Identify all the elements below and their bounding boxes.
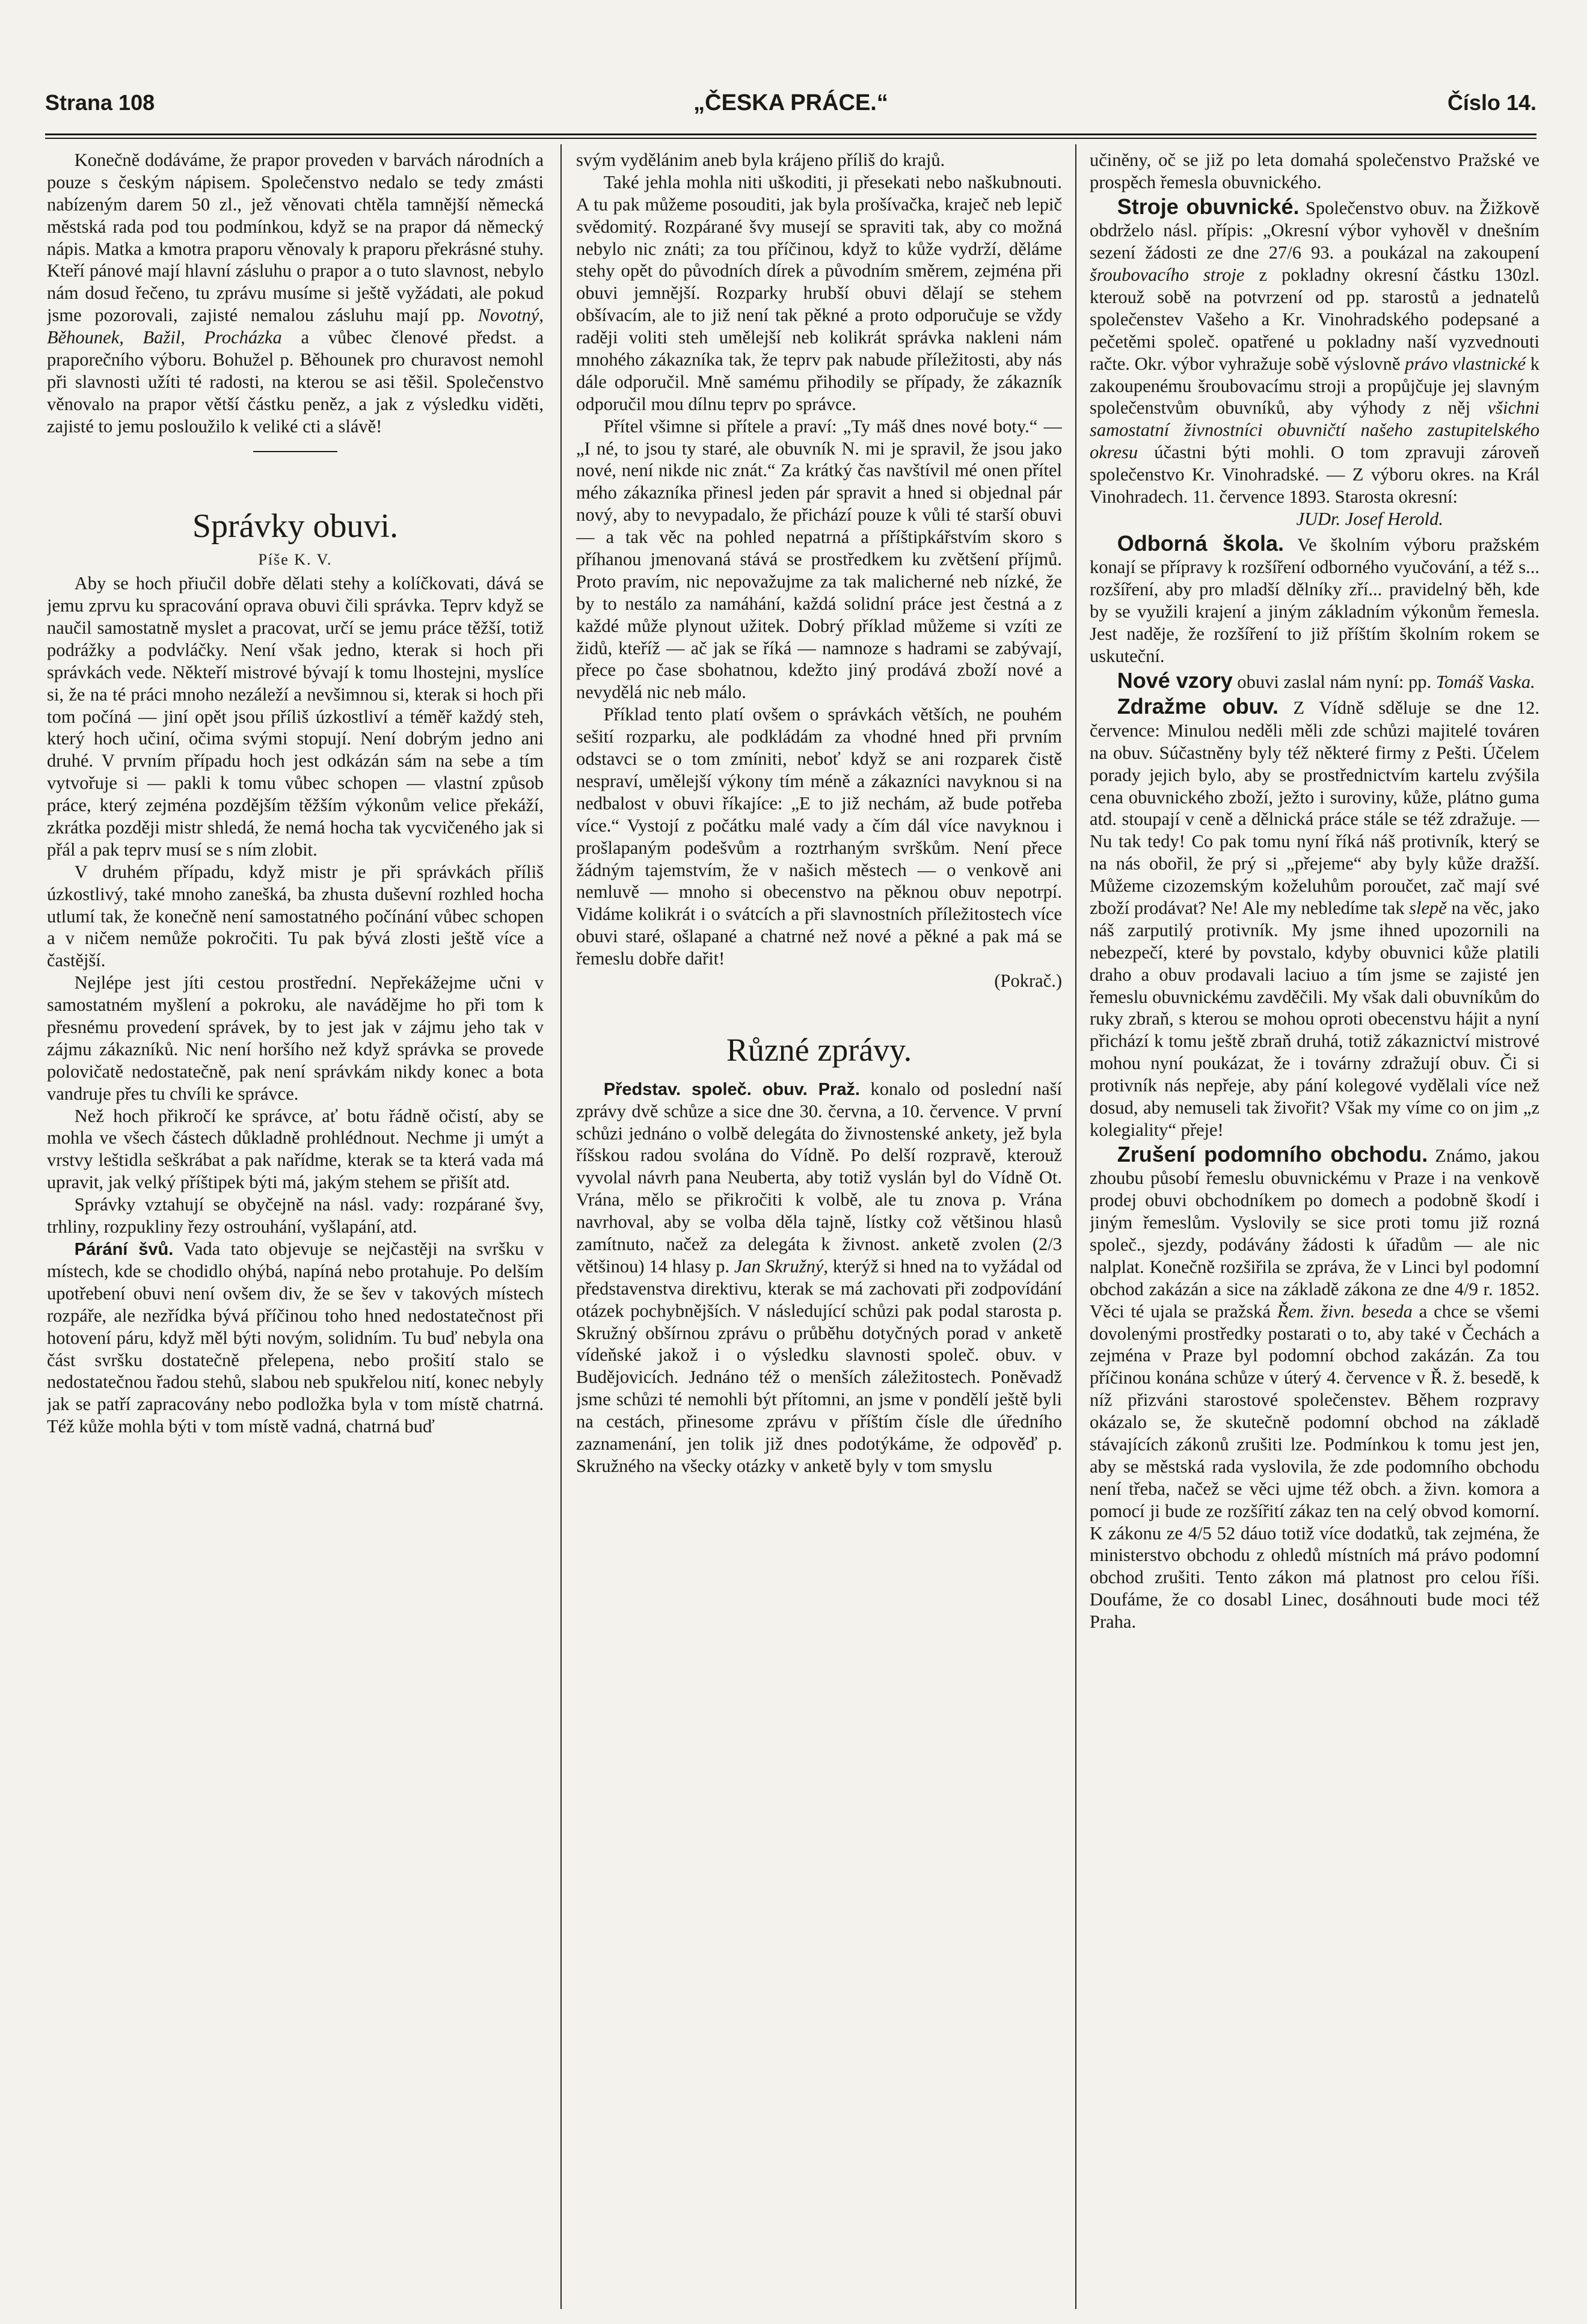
column-divider-2 xyxy=(1075,144,1076,2309)
article-author: Píše K. V. xyxy=(258,550,333,568)
article-paragraph: svým vydělánim aneb byla krájeno příliš do krajů. xyxy=(576,150,945,170)
column-3 xyxy=(1090,149,1539,2308)
article-paragraph: Nejlépe jest jíti cestou prostřední. Nepřekážejme učni v samostatném myšlení a pokroku, ale navádějme ho při tom k přesnému provedení správek, by to jest jak v zájmu jeho tak v zájmu zákazníků. Nic není horšího než když správka se provede polovičatě nedostatečně, pak není správkám nikdy konec a bota vandruje přes tu chvíli ke správce. xyxy=(47,972,544,1104)
news-item-vzory: Nové vzory obuvi zaslal nám nyní: pp. Tomáš Vaska. xyxy=(1117,667,1535,693)
article-paragraph: Párání švů. Vada tato objevuje se nejčastěji na svršku v místech, kde se chodidlo ohýbá, napíná nebo protahuje. Po delším upotřebení obuvi není ovšem div, že se šev v takových místech rozpáře, ale nezřídka bývá příčinou toho hned nedostatečnost při hotovení páru, když měl býti novým, solidním. Tu buď nebyla ona část svršku dostatečně přelepena, nebo prošití stalo se nedostatečnou řadou stehů, slabou neb spukřelou nití, konec nebyly jak se patří zapracovány nebo podložka byla v tom místě chatrná. Též kůže mohla býti v tom místě vadná, chatrná buď xyxy=(47,1238,544,1437)
news-item-zdrazme: Zdražme obuv. Z Vídně sděluje se dne 12. července: Minulou neděli měli zde schůzi majitelé továren na obuv. Súčastněny byly též některé firmy z Pešti. Účelem porady jejich bylo, aby se prostřednictvím kartelu zvýšila cena obuvnického zboží, ježto i suroviny, kůže, plátno guma atd. stoupají v ceně a dělnická práce stále se též zdražuje. — Nu tak tedy! Co pak tomu nyní říká náš protivník, který se na nás obořil, že prý si „přejeme“ aby byly kůže dražší. Můžeme cizozemským koželuhům poroučet, zač mají své zboží prodávat? Ne! Ale my nebledíme tak slepě na věc, jako náš zarputilý protivník. My jsme ihned upozornili na nebezpečí, které by povstalo, kdyby obuvnici kůže platili draho a obuv prodavali laciuo a tím jsme se zajisté jen řemeslu obuvnickému zavděčili. My však dali obuvníkům do ruky zbraň, s kterou se mohou oproti obecenstvu hájit a nyní přichází k tomu ještě zbraň druhá, totiž zákaznictví mistrové mohou nyní poukázat, že i továrny zdražují obuv. Či si protivník nás nepřeje, aby pání kolegové vydělali více než dosud, aby nemuseli tak živořit? Však my víme co on jim „z kolegiality“ přeje! xyxy=(1090,694,1539,1140)
column-divider-1 xyxy=(560,144,562,2309)
article-paragraph: Přítel všimne si přítele a praví: „Ty máš dnes nové boty.“ — „I né, to jsou ty staré, ale obuvník N. mi je spravil, že jsou jako nové, není nikde nic znát.“ Za krátký čas navštívil mé onen přítel mého zákazníka přinesl jeden pár spravit a hned si objednal pár nový, aby to nevypadalo, že přichází pouze k vůli té starší obuvi — a tak věc na pohled nepatrná a příštipkářstvím skoro s příhanou jmenovaná stává se prostředkem ku zvětšení příjmů. Proto pravím, nic nepovažujme za tak malicherné neb nízké, že by to nestálo za namáhání, každá solidní práce jest čestná a z každé může plynout užitek. Dobrý příklad můžeme si vzíti ze židů, kteříž — ač jak se říká — namnoze s hadrami se zabývají, přece po čase sbohatnou, kdežto jiný prodává zboží nové a nevydělá nic neb málo. xyxy=(576,415,1062,703)
column-1 xyxy=(47,149,544,2308)
news-item: Představ. společ. obuv. Praž. konalo od poslední naší zprávy dvě schůze a sice dne 30. června, a 10. července. V první schůzi jednáno o volbě delegáta do živnostenské ankety, jež byla říšskou radou svolána do Vídně. Po delší rozpravě, kterouž vyvolal návrh pana Neuberta, aby totiž vyslán byl do Vídně Ot. Vrána, mělo se přikročiti k volbě, ale tu znova p. Vrána navrhoval, aby se volba děla tajně, lístky což většinou hlasů zamítnuto, načež za delegáta k živnost. anketě zvolen (2/3 většinou) 14 hlasy p. Jan Skružný, kterýž si hned na to vyžádal od představenstva direktivu, kterak se má zachovati při zodpovídání otázek pochybnějších. V následující schůzi pak podal starosta p. Skružný obšírnou zprávu o průběhu dotyčných porad v anketě vídeňské jakož i o výsledku slavnosti společ. obuv. v Budějovicích. Jednáno též o menších záležitostech. Poněvadž jsme schůzi té nemohli být přítomni, an jsme v pondělí ještě byli na cestách, přinesome zprávu v příštím čísle dle úředního zaznamenání, jen tolik již dnes podotýkáme, že odpověď p. Skružného na všecky otázky v anketě byly v tom smyslu xyxy=(576,1078,1062,1476)
continuation-note: (Pokrač.) xyxy=(994,970,1062,991)
news-item-podomni: Zrušení podomního obchodu. Známo, jakou zhoubu působí řemeslu obuvnickému v Praze i na venkově prodej obuvi obchodníkem po domech a podobně škodí i jiným řemeslům. Vyslovily se sice proti tomu již rozná společ., sjezdy, podávány žádosti k úřadům — ale nic nalplat. Konečně rozšiřila se zpráva, že v Linci byl podomní obchod zakázán a sice na základě zákona ze dne 4/9 r. 1852. Věci té ujala se pražská Řem. živn. beseda a chce se všemi dovolenými prostředky postarati o to, aby také v Čechách a zejména v Praze byl podomní obchod zakázán. Za tou příčinou konána schůze v úterý 4. července v Ř. ž. besedě, k níž přizváni starostové společenstev. Během rozpravy okázalo se, že skutečně podomní obchod na základě stávajících zákonů zrušiti lze. Podmínkou k tomu jest jen, aby se městská rada vyslovila, že zde podomního obchodu není třeba, načež se věci ujme též obch. a živn. komora a pomocí ji bude ze rozšířití zákaz ten na celý obvod komorní. K zákonu ze 4/5 52 dáuo totiž více dodatků, tak zejména, že ministerstvo obchodu z ohledů místních má právo podomní obchod zrušiti. Tento zákon má platnost pro celou říši. Doufáme, že co dosabl Linec, dosáhnouti bude moci též Praha. xyxy=(1090,1141,1539,1633)
page-header xyxy=(45,90,1536,126)
article-paragraph: Správky vztahují se obyčejně na násl. vady: rozpárané švy, trhliny, rozpukliny řezy ostrouhání, vyšlapání, atd. xyxy=(47,1194,544,1237)
page-number: Strana 108 xyxy=(45,90,155,115)
news-item-skola: Odborná škola. Ve školním výboru pražském konají se přípravy k rozšíření odborného vyučování, a též s... rozšíření, aby pro mladší dělníky zří... pravidelný běh, kde by se využili krajení a jiným základním výkonům řemesla. Jest naděje, že rozšíření to již příštím školním rokem se uskuteční. xyxy=(1090,530,1539,666)
article-heading-spravky: Správky obuvi. xyxy=(192,507,399,545)
article-paragraph: Také jehla mohla niti uškoditi, ji přesekati nebo naškubnouti. A tu pak můžeme posouditi, jak byla prošívačka, kraječ neb lepič svědomitý. Rozpárané švy musejí se spraviti tak, aby co možná nebylo nic znáti; za tou příčinou, když to kůže vydrží, děláme stehy opět do původních dírek a původním směrem, zejména při obuvi jemnější. Rozparky hrubší obuvi dělají se stehem obšívacím, ale to již není tak pěkné a proto odporučuje se vždy raději voliti steh umělejší neb kolikrát správka nakleni nám mnohého zákazníka tak, že teprv pak nabude příležitosti, aby nás dále odporučil. Mně samému přihodily se případy, že zákazník odporučil mou dílnu teprv po správce. xyxy=(576,171,1062,414)
signature-line: JUDr. Josef Herold. xyxy=(1296,508,1443,529)
header-rule-top xyxy=(45,133,1536,135)
news-item-stroje: Stroje obuvnické. Společenstvo obuv. na Žižkově obdrželo násl. přípis: „Okresní výbor vyhověl v dnešním sezení žádosti ze dne 27/6 93. a poukázal na zakoupení šroubovacího stroje z pokladny okresní částku 130zl. kterouž sobě na potvrzení od pp. starostů a jednatelů společenstev Vašeho a Kr. Vinohradského podepsané a pečetěmi společ. opatřené u pokladny naší vyzvednouti račte. Okr. výbor vyhražuje sobě výslovně právo vlastnické k zakoupenému šroubovacímu stroji a propůjčuje jej slavným společenstvům obuvníků, aby výhody z něj všichni samostatní živnostníci obuvničtí našeho zastupitelského okresu účastni býti mohli. O tom zpravuji zároveň společenstvo Kr. Vinohradské. — Z výboru okres. na Král Vinohradech. 11. července 1893. Starosta okresní: xyxy=(1090,194,1539,507)
issue-number: Číslo 14. xyxy=(1447,90,1536,115)
article-paragraph: Příklad tento platí ovšem o správkách větších, ne pouhém sešití rozparku, ale podkládám za vhodné hned při prvním odstavci se o tom zmíniti, neboť když se ani rozparek čistě nespraví, umělejší výkony tím méně a zákazníci navyknou si na nedbalost v obuvi říkajíce: „E to již nechám, až bude potřeba více.“ Vystojí z počátku malé vady a čím dál více navyknou i prošlapaným podešvům a roztrhaným svrškům. Není přece žádným tajemstvím, že v našich městech — o venkově ani nemluvě — mnoho si obecenstvo na pěknou obuv nepotrpí. Vidáme kolikrát i o svátcích a při slavnostních příležitostech více obuvi staré, ošlapané a chatrné než nové a pěkné a pak má se řemeslu dobře dařit! xyxy=(576,704,1062,969)
prapor-paragraph: Konečně dodáváme, že prapor proveden v barvách národních a pouze s českým nápisem. Společenstvo nedalo se tedy zmásti nabízeným darem 50 zl., jež věnovati chtěla tamnější německá městská rada pod tou podmínkou, když se na prapor dá německý nápis. Matka a kmotra praporu věnovaly k praporu překrásné stuhy. Kteří pánové mají hlavní zásluhu o prapor a o tuto slavnost, nebylo nám dosud řečeno, tu zprávu musíme si ještě vyžádati, ale pokud jsme pozorovali, zajisté nemalou zásluhu mají pp. Novotný, Běhounek, Bažil, Procházka a vůbec členové předst. a praporečního výboru. Bohužel p. Běhounek pro churavost nemohl při slavnosti užíti té radosti, na kterou se asi těšil. Společenstvo věnovalo na prapor větší částku peněz, a jak z výsledku viděti, zajisté to jemu posloužilo k veliké cti a slávě! xyxy=(47,150,544,437)
section-heading-ruzne-zpravy: Různé zprávy. xyxy=(726,1031,912,1068)
section-divider xyxy=(253,451,337,452)
column-2 xyxy=(576,149,1062,2308)
header-rule-bottom xyxy=(45,138,1536,139)
article-paragraph: Aby se hoch přiučil dobře dělati stehy a kolíčkovati, dává se jemu zprvu ku spracování oprava obuvi čili správka. Teprv když se naučil samostatně myslet a pracovat, určí se jemu práce těžší, totiž podrážky a podvláčky. Není však jedno, kterak si hoch při správkách vede. Někteří mistrové bývají k tomu lhostejni, myslíce si, že na té práci mnoho nezáleží a nevšimnou si, kterak si hoch při tom počíná — jiní opět jsou příliš úzkostliví a téměř každý steh, který hoch učiní, očima svými stopují. Není dobrým jedno ani druhé. V prvním případu hoch jest odkázán sám na sebe a tím vytvořuje si — pakli k tomu vůbec schopen — vlastní způsob práce, který zejména pozdějším těžším výkonům velice překáží, zkrátka později mistr shledá, že nemá hocha tak vycvičeného jak si přál a pak teprv musí se s ním zlobit. xyxy=(47,573,544,860)
masthead-title: „ČESKA PRÁCE.“ xyxy=(693,90,888,115)
article-paragraph: Než hoch přikročí ke správce, ať botu řádně očistí, aby se mohla ve všech částech důkladně prohlédnout. Nechme ji umýt a vrstvy leštidla seškrábat a pak nařídme, kterak se ta která vada má upravit, jak velký příštipek býti má, jakým stehem se přišít atd. xyxy=(47,1105,544,1193)
article-paragraph: V druhém případu, když mistr je při správkách příliš úzkostlivý, také mnoho zanešká, ba zhusta duševní rozhled hocha utlumí tak, že konečně není samostatného počínání vůbec schopen a v ničem nemůže pokročiti. Tu pak bývá zlosti ještě více a častější. xyxy=(47,861,544,971)
news-paragraph: učiněny, oč se již po leta domahá společenstvo Pražské ve prospěch řemesla obuvnického. xyxy=(1090,150,1539,192)
